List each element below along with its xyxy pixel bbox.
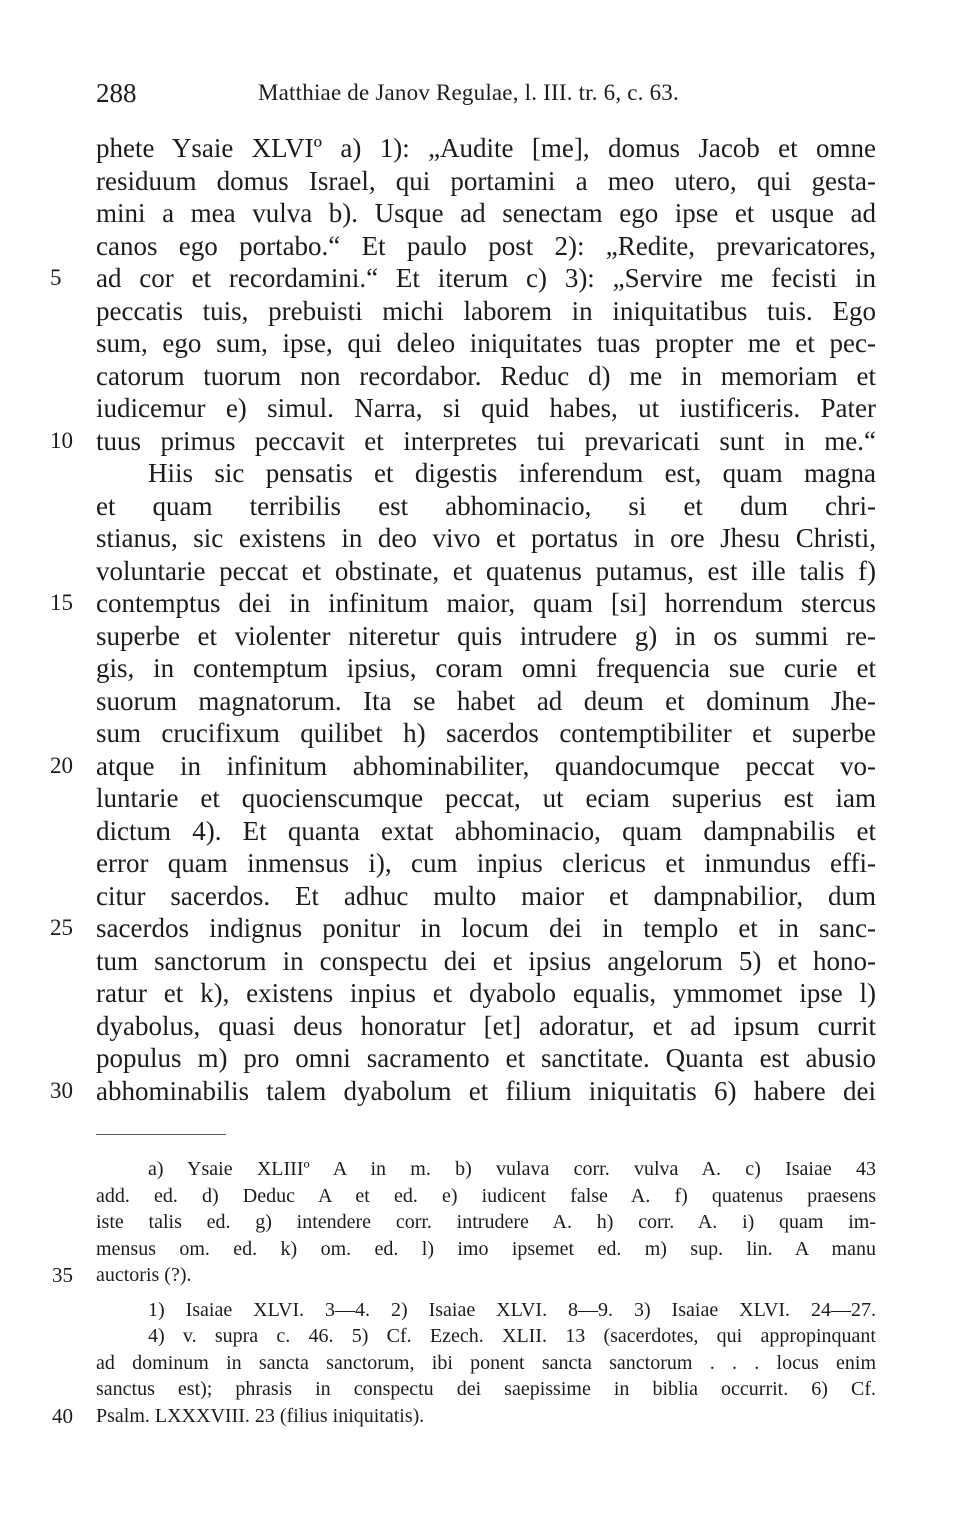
line-text: 1) Isaiae XLVI. 3—4. 2) Isaiae XLVI. 8—9. 3) Isaiae XLVI. 24—27. <box>148 1298 876 1321</box>
footnote-line <box>96 1376 876 1403</box>
line-number: 35 <box>52 1263 73 1287</box>
text-line <box>96 457 876 490</box>
line-text: suorum magnatorum. Ita se habet ad deum et dominum Jhe- <box>96 685 876 716</box>
text-line <box>96 392 876 425</box>
line-text: iste talis ed. g) intendere corr. intrudere A. h) corr. A. i) quam im- <box>96 1211 876 1233</box>
line-text: tuus primus peccavit et interpretes tui prevaricati sunt in me.“ <box>96 425 876 456</box>
line-text: add. ed. d) Deduc A et ed. e) iudicent false A. f) quatenus praesens <box>96 1184 876 1207</box>
line-text: residuum domus Israel, qui portamini a meo utero, qui gesta- <box>96 165 876 196</box>
line-number: 40 <box>52 1403 73 1428</box>
line-text: ad dominum in sancta sanctorum, ibi ponent sancta sanctorum . . . locus enim <box>96 1351 876 1374</box>
line-number: 20 <box>50 752 73 778</box>
line-text: voluntarie peccat et obstinate, et quatenus putamus, est ille talis f) <box>96 555 876 586</box>
line-text: Psalm. LXXXVIII. 23 (filius iniquitatis). <box>96 1404 425 1427</box>
footnote-line <box>52 1403 876 1430</box>
line-text: Hiis sic pensatis et digestis inferendum est, quam magna <box>148 458 876 488</box>
line-text: abhominabilis talem dyabolum et filium iniquitatis 6) habere dei <box>96 1075 876 1106</box>
line-text: sacerdos indignus ponitur in locum dei in templo et in sanc- <box>96 913 876 943</box>
text-line <box>96 945 876 978</box>
text-line <box>96 165 876 198</box>
line-text: peccatis tuis, prebuisti michi laborem in iniquitatibus tuis. Ego <box>96 295 876 326</box>
footnote-line <box>96 1209 876 1236</box>
line-text: error quam inmensus i), cum inpius clericus et inmundus effi- <box>96 848 876 878</box>
footnotes <box>52 1156 876 1429</box>
line-text: 4) v. supra c. 46. 5) Cf. Ezech. XLII. 13 (sacerdotes, qui appropinquant <box>148 1325 876 1347</box>
line-text: gis, in contemptum ipsius, coram omni frequencia sue curie et <box>96 653 876 683</box>
line-text: sum crucifixum quilibet h) sacerdos contemptibiliter et superbe <box>96 718 876 748</box>
text-line <box>50 425 876 458</box>
footnote-line <box>52 1262 876 1289</box>
line-text: auctoris (?). <box>96 1264 192 1286</box>
line-text: tum sanctorum in conspectu dei et ipsius angelorum 5) et hono- <box>96 945 876 976</box>
text-line <box>96 327 876 360</box>
line-number: 5 <box>50 265 62 290</box>
line-text: stianus, sic existens in deo vivo et portatus in ore Jhesu Christi, <box>96 523 876 553</box>
text-line <box>96 977 876 1010</box>
line-text: dyabolus, quasi deus honoratur [et] adoratur, et ad ipsum currit <box>96 1010 876 1041</box>
line-number: 30 <box>50 1077 73 1103</box>
line-number: 25 <box>50 915 73 940</box>
footnote-line <box>96 1297 876 1324</box>
text-line <box>96 490 876 523</box>
footnote-line <box>96 1323 876 1350</box>
text-line <box>96 782 876 815</box>
line-number: 10 <box>50 427 73 453</box>
line-text: catorum tuorum non recordabor. Reduc d) me in memoriam et <box>96 360 876 391</box>
line-text: ratur et k), existens inpius et dyabolo equalis, ymmomet ipse l) <box>96 978 876 1008</box>
line-text: luntarie et quocienscumque peccat, ut eciam superius est iam <box>96 783 876 813</box>
line-text: contemptus dei in infinitum maior, quam [si] horrendum stercus <box>96 588 876 618</box>
line-text: mini a mea vulva b). Usque ad senectam ego ipse et usque ad <box>96 198 876 228</box>
running-header <box>96 78 876 112</box>
text-line <box>96 652 876 685</box>
text-line <box>96 685 876 718</box>
footnote-divider <box>96 1134 226 1135</box>
footnote-line <box>96 1156 876 1183</box>
text-line <box>50 912 876 945</box>
text-line <box>96 1010 876 1043</box>
line-text: mensus om. ed. k) om. ed. l) imo ipsemet ed. m) sup. lin. A manu <box>96 1237 876 1260</box>
running-title: Matthiae de Janov Regulae, l. III. tr. 6, c. 63. <box>258 80 679 105</box>
main-text <box>50 132 876 1107</box>
text-line <box>96 230 876 263</box>
line-text: phete Ysaie XLVIº a) 1): „Audite [me], domus Jacob et omne <box>96 133 876 163</box>
line-text: superbe et violenter niteretur quis intrudere g) in os summi re- <box>96 620 876 651</box>
page-number: 288 <box>96 78 137 108</box>
line-text: sanctus est); phrasis in conspectu dei saepissime in biblia occurrit. 6) Cf. <box>96 1378 876 1400</box>
text-line <box>96 717 876 750</box>
text-line <box>96 132 876 165</box>
text-line <box>96 1042 876 1075</box>
text-line <box>50 1075 876 1108</box>
line-number: 15 <box>50 590 73 615</box>
footnote-line <box>96 1183 876 1210</box>
text-line <box>50 262 876 295</box>
text-line <box>96 620 876 653</box>
line-text: ad cor et recordamini.“ Et iterum c) 3): „Servire me fecisti in <box>96 263 876 293</box>
text-line <box>96 880 876 913</box>
line-text: dictum 4). Et quanta extat abhominacio, quam dampnabilis et <box>96 815 876 846</box>
line-text: sum, ego sum, ipse, qui deleo iniquitates tuas propter me et pec- <box>96 328 876 358</box>
line-text: atque in infinitum abhominabiliter, quandocumque peccat vo- <box>96 750 876 781</box>
text-line <box>96 522 876 555</box>
footnote-line <box>96 1236 876 1263</box>
footnote-line <box>96 1350 876 1377</box>
line-text: canos ego portabo.“ Et paulo post 2): „Redite, prevaricatores, <box>96 230 876 261</box>
line-text: et quam terribilis est abhominacio, si et dum chri- <box>96 490 876 521</box>
text-line <box>96 197 876 230</box>
line-text: iudicemur e) simul. Narra, si quid habes, ut iustificeris. Pater <box>96 393 876 423</box>
text-line <box>96 847 876 880</box>
text-line <box>96 815 876 848</box>
text-line <box>96 555 876 588</box>
text-line <box>50 750 876 783</box>
text-line <box>96 295 876 328</box>
text-line <box>96 360 876 393</box>
text-line <box>50 587 876 620</box>
line-text: populus m) pro omni sacramento et sanctitate. Quanta est abusio <box>96 1043 876 1073</box>
line-text: a) Ysaie XLIIIº A in m. b) vulava corr. vulva A. c) Isaiae 43 <box>148 1158 876 1180</box>
line-text: citur sacerdos. Et adhuc multo maior et dampnabilior, dum <box>96 880 876 911</box>
